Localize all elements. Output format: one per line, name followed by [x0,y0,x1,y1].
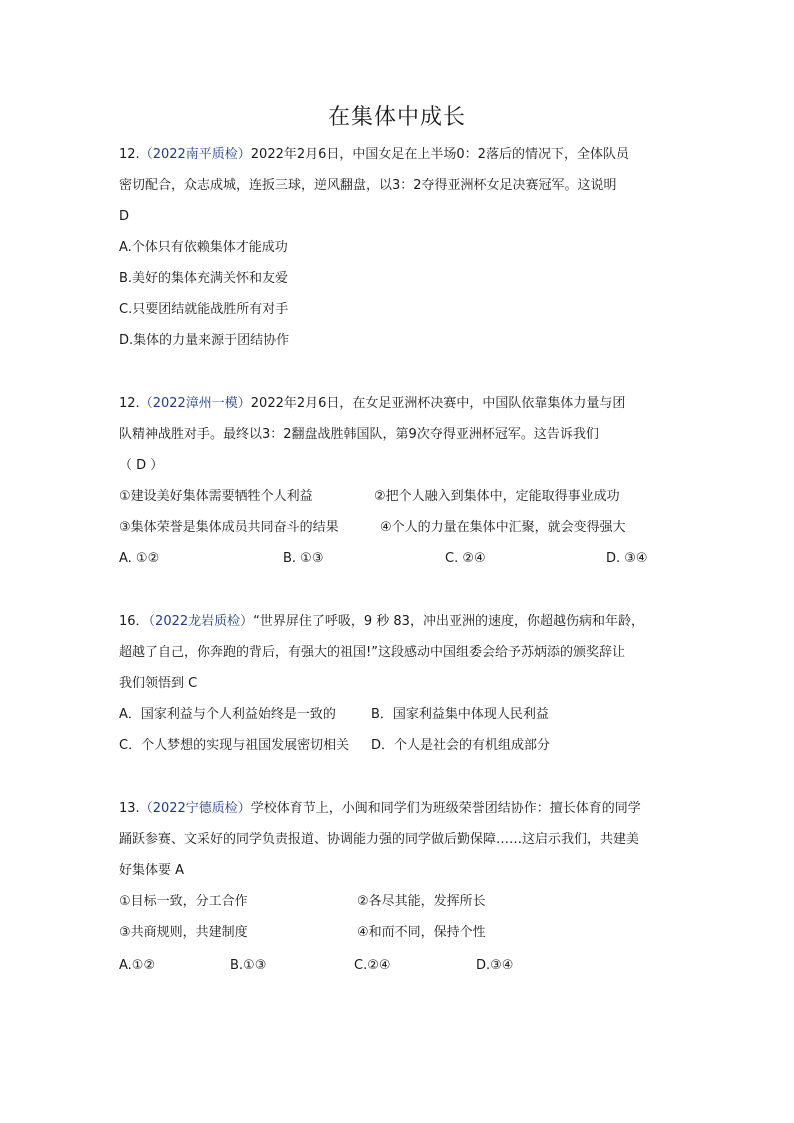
answer-text: D [119,209,130,224]
option-c: C.只要团结就能战胜所有对手 [119,302,289,317]
statement-4: ④个人的力量在集体中汇聚，就会变得强大 [380,520,626,535]
question-source: （2022龙岩质检） [148,614,254,629]
statement-1: ①建设美好集体需要牺牲个人利益 [119,489,313,504]
option-b: B. ①③ [283,551,324,566]
statement-2: ②把个人融入到集体中，定能取得事业成功 [374,489,620,504]
option-c: C.②④ [354,958,391,973]
question-source: （2022南平质检） [139,147,251,162]
option-c: C. ②④ [445,551,486,566]
option-d: D.集体的力量来源于团结协作 [119,333,290,348]
question-text: 2022年2月6日，在女足亚洲杯决赛中，中国队依靠集体力量与团 [250,396,626,411]
answer-text: （ D ） [119,458,164,473]
question-text: 密切配合，众志成城，连扳三球，逆风翻盘，以3：2夺得亚洲杯女足决赛冠军。这说明 [119,178,617,193]
question-text: 队精神战胜对手。最终以3：2翻盘战胜韩国队，第9次夺得亚洲杯冠军。这告诉我们 [119,427,599,442]
question-text: 踊跃参赛、文采好的同学负责报道、协调能力强的同学做后勤保障……这启示我们，共建美 [119,832,640,847]
statement-2: ②各尽其能，发挥所长 [357,894,486,909]
question-line [119,146,629,164]
page-title: 在集体中成长 [327,105,466,130]
question-number: 12. [119,147,140,162]
question-line [119,613,644,631]
option-b: B.美好的集体充满关怀和友爱 [119,271,289,286]
question-number: 12. [119,396,140,411]
option-a: A.个体只有依赖集体才能成功 [119,240,288,255]
option-c: C．个人梦想的实现与祖国发展密切相关 [119,738,350,753]
option-a: A.①② [119,958,156,973]
option-a: A. ①② [119,551,160,566]
option-d: D.③④ [476,958,514,973]
answer-text: 好集体要 A [119,863,185,878]
question-text: 2022年2月6日，中国女足在上半场0：2落后的情况下，全体队员 [250,147,629,162]
question-line [119,800,641,818]
option-d: D. ③④ [606,551,648,566]
question-source: （2022漳州一模） [139,396,251,411]
answer-text: 我们领悟到 C [119,676,198,691]
statement-4: ④和而不同，保持个性 [357,925,486,940]
statement-3: ③共商规则，共建制度 [119,925,248,940]
option-b: B.①③ [230,958,267,973]
option-a: A．国家利益与个人利益始终是一致的 [119,707,336,722]
question-text: 超越了自己，你奔跑的背后，有强大的祖国!”这段感动中国组委会给予苏炳添的颁奖辞让 [119,645,625,660]
question-text: “世界屏住了呼吸，9 秒 83，冲出亚洲的速度，你超越伤病和年龄， [253,614,644,629]
statement-3: ③集体荣誉是集体成员共同奋斗的结果 [119,520,339,535]
question-line [119,395,625,413]
option-d: D．个人是社会的有机组成部分 [371,738,551,753]
question-number: 16． [119,614,149,629]
question-number: 13. [119,801,140,816]
option-b: B．国家利益集中体现人民利益 [371,707,549,722]
question-source: （2022宁德质检） [139,801,251,816]
question-text: 学校体育节上，小闽和同学们为班级荣誉团结协作：擅长体育的同学 [250,801,641,816]
statement-1: ①目标一致，分工合作 [119,894,248,909]
